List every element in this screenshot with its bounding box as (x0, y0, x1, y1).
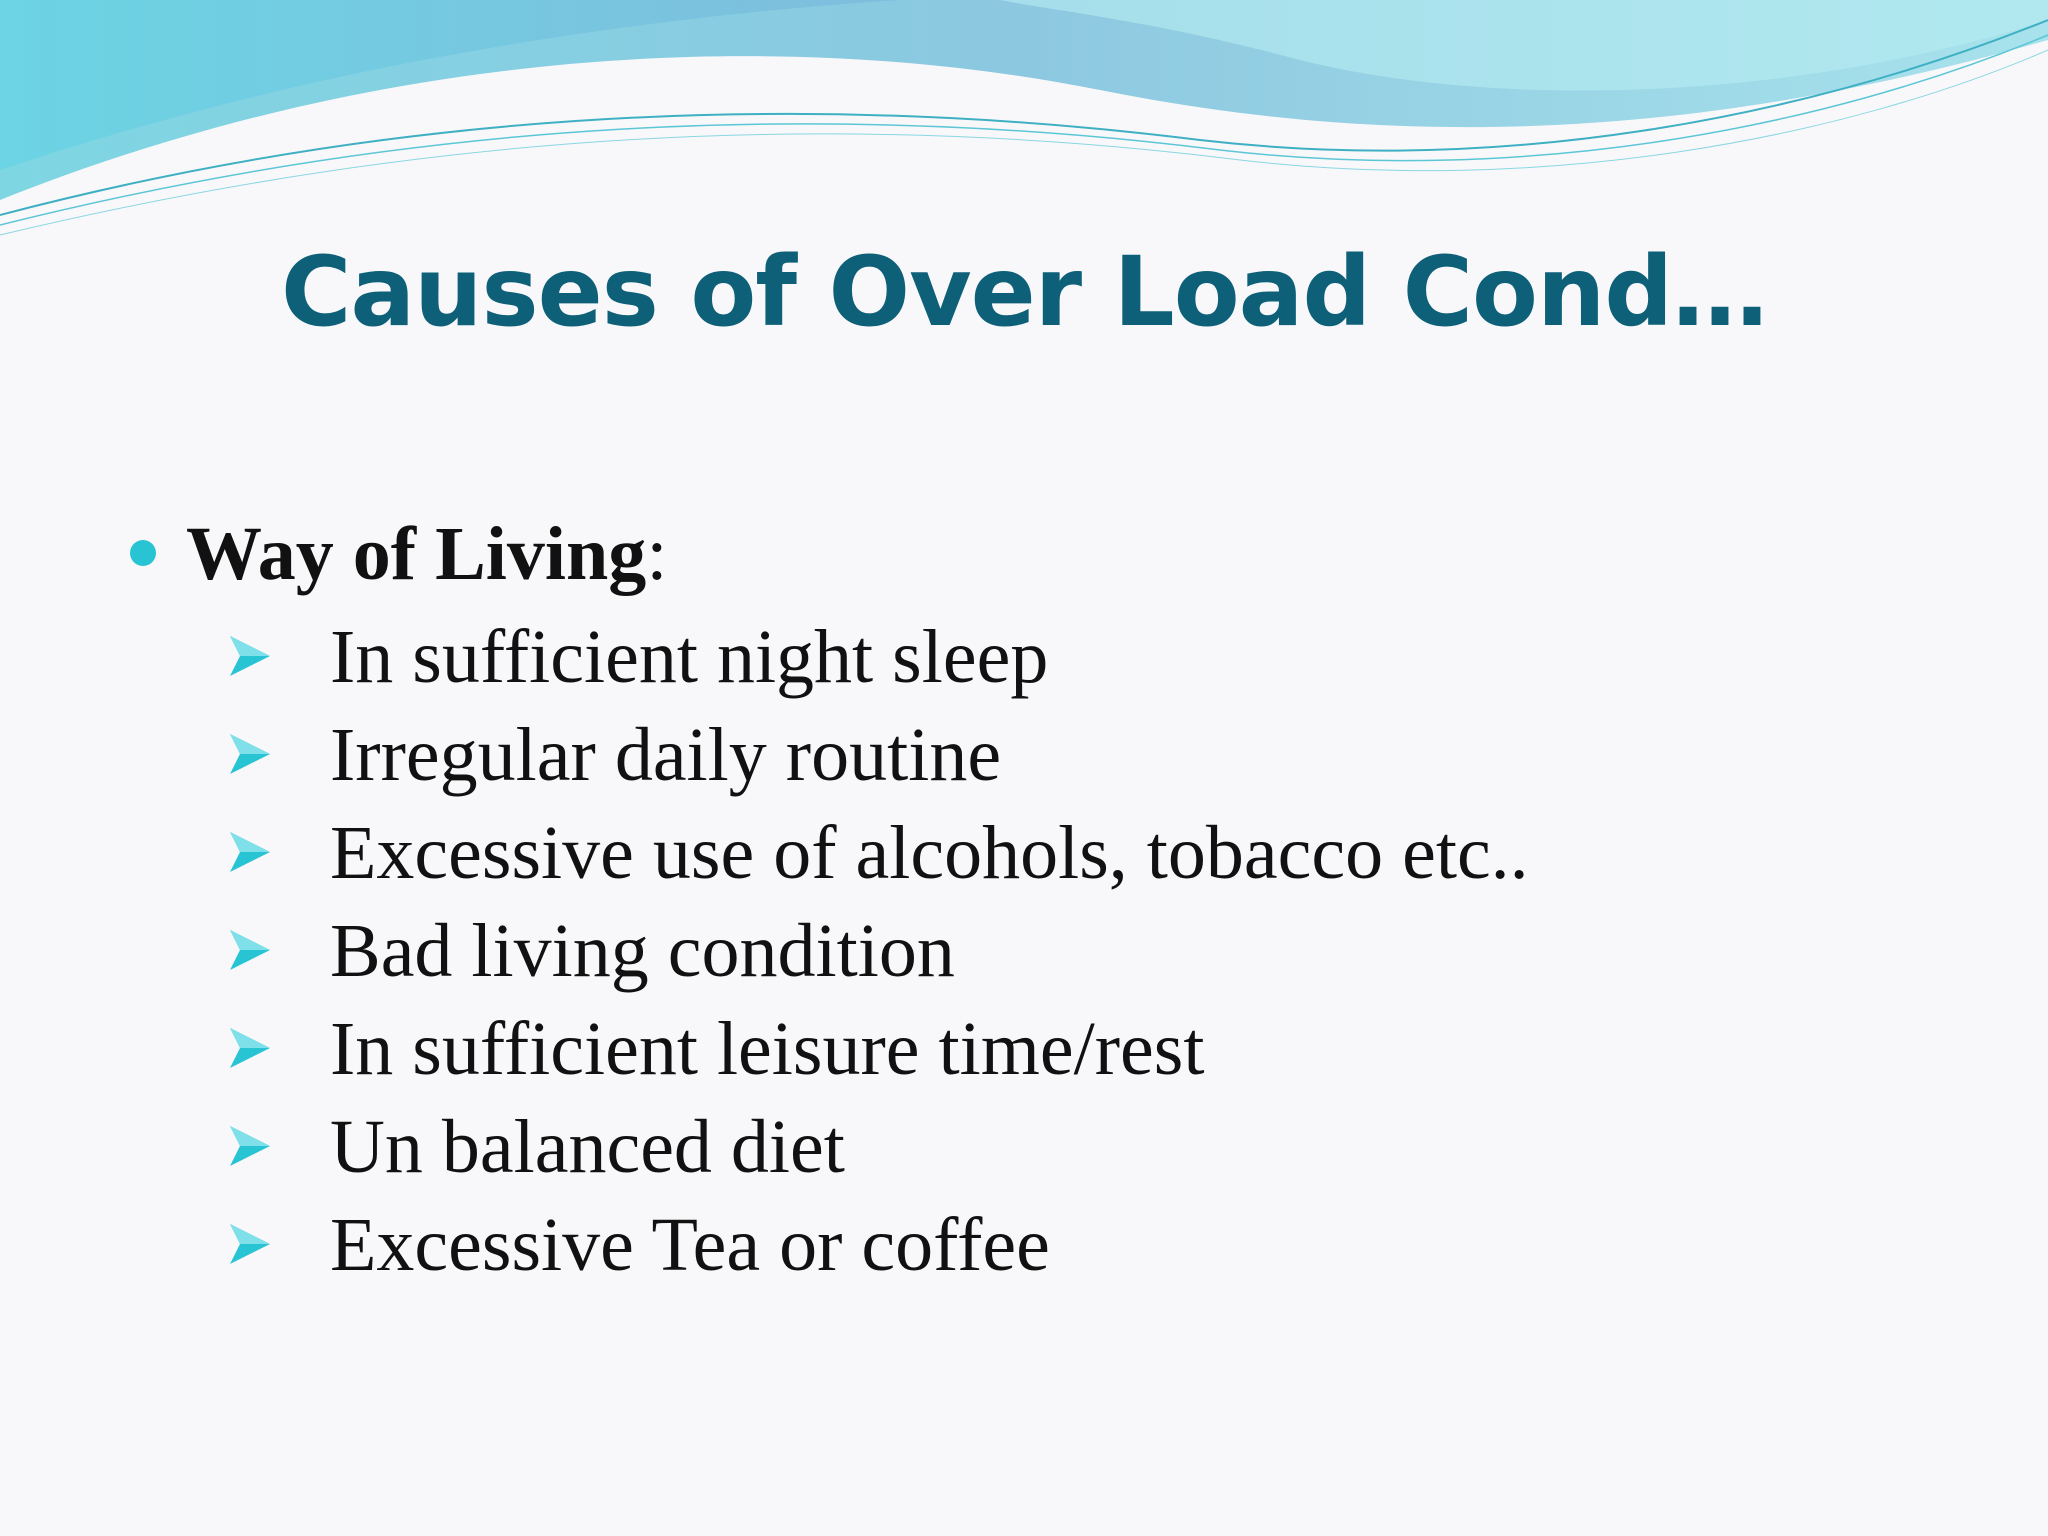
arrowhead-icon (226, 632, 274, 680)
filled-circle-icon (130, 540, 156, 566)
list-item (130, 608, 1930, 706)
arrowhead-icon (226, 1024, 274, 1072)
arrowhead-icon (226, 828, 274, 876)
list-item-text: Excessive Tea or coffee (330, 1202, 1050, 1287)
slide-content (130, 500, 1930, 1294)
slide-title: Causes of Over Load Cond… (280, 236, 1768, 348)
list-item (130, 804, 1930, 902)
bullet-item-way-of-living (130, 500, 1930, 608)
bullet-label (186, 511, 667, 598)
arrowhead-icon (226, 1220, 274, 1268)
list-item (130, 1000, 1930, 1098)
list-item-text: Excessive use of alcohols, tobacco etc.. (330, 810, 1529, 895)
list-item-text: In sufficient leisure time/rest (330, 1006, 1205, 1091)
sub-bullet-list (130, 608, 1930, 1294)
heading-suffix: : (646, 511, 668, 596)
list-item-text: Bad living condition (330, 908, 955, 993)
list-item (130, 902, 1930, 1000)
section-heading: Way of Living (186, 511, 647, 596)
list-item (130, 706, 1930, 804)
list-item (130, 1098, 1930, 1196)
list-item-text: Irregular daily routine (330, 712, 1002, 797)
decorative-wave-header (0, 0, 2048, 260)
arrowhead-icon (226, 730, 274, 778)
arrowhead-icon (226, 926, 274, 974)
list-item (130, 1196, 1930, 1294)
list-item-text: In sufficient night sleep (330, 614, 1049, 699)
arrowhead-icon (226, 1122, 274, 1170)
list-item-text: Un balanced diet (330, 1104, 845, 1189)
